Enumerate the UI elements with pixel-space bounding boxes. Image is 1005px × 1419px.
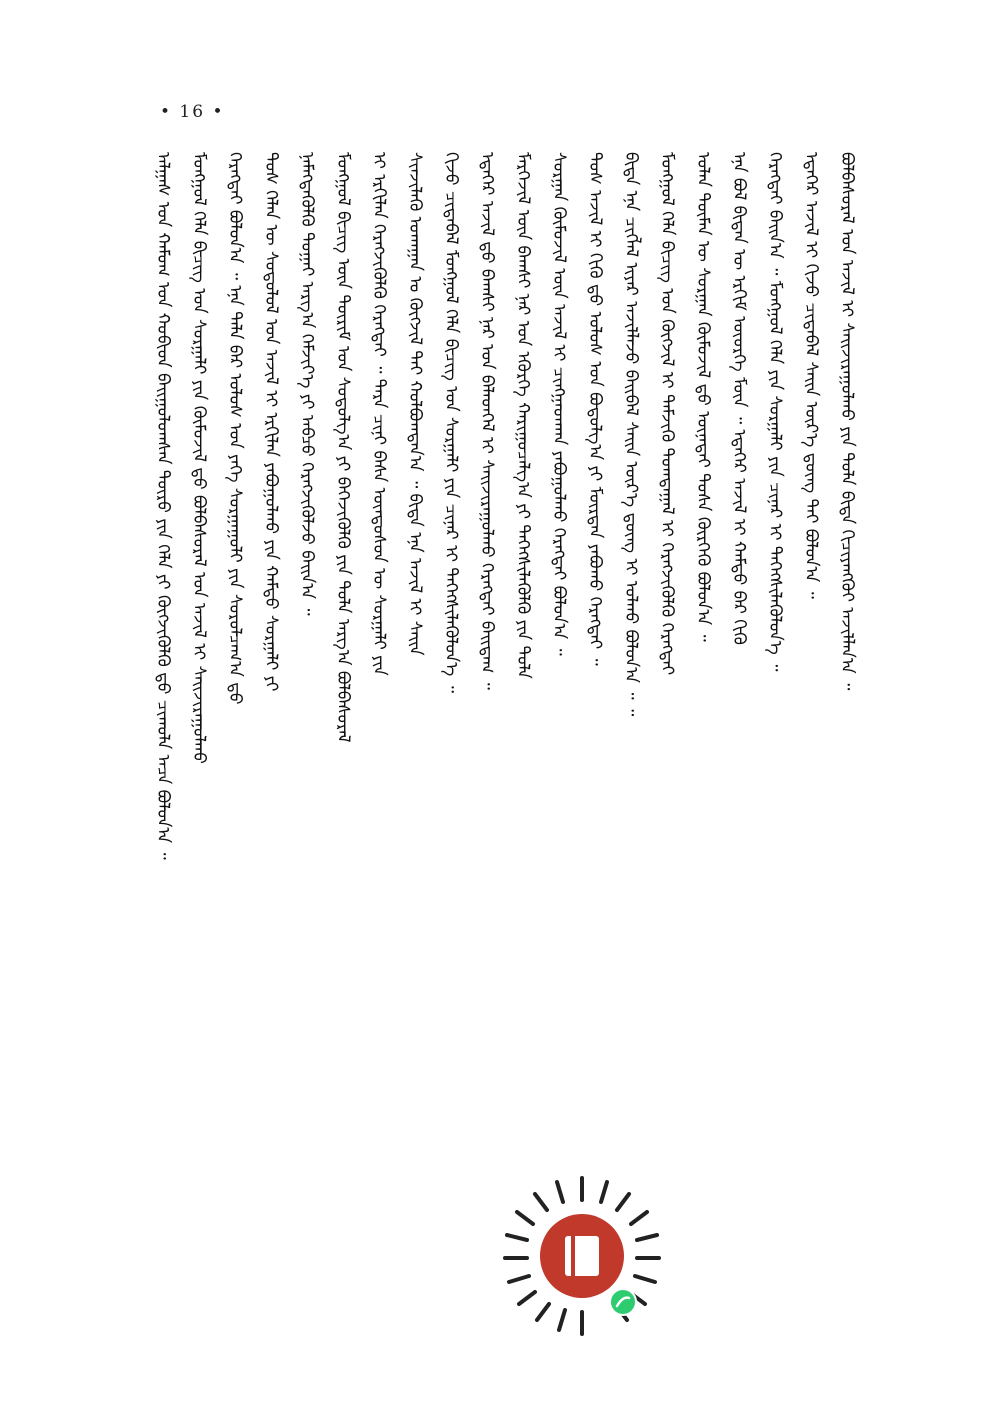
text-column: ᠰᠢᠨᠵᠢᠯᠡᠬᠦ ᠤᠬᠠᠭᠠᠨ ᠤ ᠬᠥᠭᠵᠢᠯ ᠲᠡᠢ ᠬᠣᠯᠪᠣᠭᠳᠠᠨ᠎ᠠ ᠃ ᠪᠢᠳᠡ ᠡᠨᠡ ᠠᠵᠢᠯ ᠢ ᠰᠠᠢᠨ	[405, 152, 425, 656]
text-column: ᠲᠤᠰ ᠬᠡᠯᠡᠨ ᠦ ᠰᠤᠳᠤᠯᠤᠯ ᠤᠨ ᠠᠵᠢᠯ ᠢ ᠡᠷᠬᠢᠯᠡᠨ ᠶᠠᠪᠤᠭᠤᠯᠬᠤ ᠶᠢᠨ ᠬᠠᠮᠲᠤ ᠰᠤᠷᠭᠠᠯᠢ ᠶᠢ	[261, 152, 281, 692]
text-column: ᠪᠣᠯᠪᠠᠰᠤᠷᠠᠯ ᠤᠨ ᠠᠵᠢᠯ ᠢ ᠰᠠᠢᠵᠢᠷᠠᠭᠤᠯᠬᠤ ᠶᠢᠨ ᠲᠤᠯᠠ ᠪᠢᠳᠡ ᠬᠢᠴᠢᠶᠡᠩᠭᠦᠢ ᠠᠵᠢᠯᠯᠠᠨ᠎ᠠ ᠃	[837, 152, 857, 691]
text-column: ᠮᠣᠩᠭᠣᠯ ᠬᠡᠯᠡ ᠪᠢᠴᠢᠭ ᠤᠨ ᠰᠤᠷᠭᠠᠯᠢ ᠶᠢᠨ ᠬᠥᠮᠦᠵᠢᠯ ᠳ᠋ᠦ ᠪᠣᠯᠪᠠᠰᠤᠷᠠᠯ ᠤᠨ ᠠᠵᠢᠯ ᠢ ᠰᠠᠢᠵᠢᠷᠠᠭᠤᠯᠬᠤ	[189, 152, 209, 764]
mini-program-link-icon	[610, 1289, 636, 1315]
text-column: ᠠᠯᠭᠠᠰ ᠤᠨ ᠬᠠᠮᠤᠭ ᠤᠨ ᠬᠤᠪᠢᠳ ᠪᠠᠢᠭᠤᠯᠤᠭᠰᠠᠨ ᠲᠦᠷᠦ ᠶᠢᠨ ᠬᠡᠯᠡ ᠶᠢ ᠬᠥᠭᠵᠢᠭᠦᠯᠬᠦ ᠳ᠋ᠦ ᠴᠢᠬᠤᠯᠠ ᠠᠴᠠ ᠪᠣᠯᠤᠨ᠎ᠠ ᠃	[153, 152, 173, 860]
vertical-mongolian-text-block	[150, 152, 870, 1332]
book-icon	[565, 1236, 599, 1276]
text-column: ᠮᠣᠩᠭᠣᠯ ᠪᠢᠴᠢᠭ ᠦᠨ ᠳᠦᠷᠢᠮ ᠤᠨ ᠰᠤᠳᠤᠯᠭ᠎ᠠ ᠶᠢ ᠪᠡᠬᠡᠵᠢᠭᠦᠯᠬᠦ ᠶᠢᠨ ᠲᠤᠯᠠ ᠠᠷᠭ᠎ᠠ ᠪᠣᠯᠪᠠᠰᠤᠷᠠᠯ	[333, 152, 353, 743]
page-number: • 16 •	[160, 102, 225, 122]
text-column: ᠬᠡᠷᠡᠭᠲᠡᠢ ᠪᠠᠢᠨ᠎ᠠ ᠃ ᠮᠣᠩᠭᠣᠯ ᠬᠡᠯᠡ ᠶᠢᠨ ᠰᠤᠷᠭᠠᠯᠢ ᠶᠢᠨ ᠴᠢᠨᠠᠷ ᠢ ᠳᠡᠭᠡᠭᠰᠢᠯᠡᠭᠦᠯᠦᠨ᠎ᠡ ᠃	[765, 152, 785, 672]
text-column: ᠬᠡᠷᠡᠭᠲᠡᠢ ᠪᠣᠯᠤᠨ᠎ᠠ ᠃ ᠡᠨᠡ ᠲᠠᠯᠠ ᠪᠠᠷ ᠤᠯᠤᠰ ᠤᠨ ᠶᠡᠬᠡ ᠰᠤᠷᠭᠠᠭᠤᠯᠢ ᠶᠢᠨ ᠰᠤᠷᠤᠯᠴᠠᠭ᠎ᠠ ᠳ᠋ᠤ	[225, 152, 245, 705]
text-column: ᠰᠤᠷᠭᠠᠨ ᠬᠦᠮᠦᠵᠢᠯ ᠦᠨ ᠠᠵᠢᠯ ᠢ ᠴᠢᠩᠭᠠᠳᠬᠠᠨ ᠶᠠᠪᠤᠭᠤᠯᠬᠤ ᠬᠡᠷᠡᠭᠲᠡᠢ ᠪᠣᠯᠤᠨ᠎ᠠ ᠃	[549, 152, 569, 656]
text-column: ᠣᠯᠠᠨ ᠲᠦᠮᠡᠨ ᠦ ᠰᠤᠷᠭᠠᠨ ᠬᠦᠮᠦᠵᠢᠯ ᠳ᠋ᠦ ᠦᠨᠡᠲᠡᠢ ᠲᠤᠰᠠ ᠬᠦᠷᠭᠡᠬᠦ ᠪᠣᠯᠤᠨ᠎ᠠ ᠃	[693, 152, 713, 642]
text-column: ᠢ ᠡᠷᠬᠢᠯᠡᠨ ᠬᠡᠷᠡᠭᠵᠢᠭᠦᠯᠬᠦ ᠬᠡᠷᠡᠭᠲᠡᠢ ᠃ ᠲᠡᠷᠡ ᠴᠢᠨᠢ ᠪᠠᠰᠠ ᠦᠨᠳᠦᠰᠦᠨ ᠦ ᠰᠤᠷᠭᠠᠯᠢ ᠶᠢᠨ	[369, 152, 389, 676]
text-column: ᠪᠢᠳᠡ ᠡᠨᠡ ᠴᠢᠭᠯᠡᠯ ᠢᠶᠡᠷ ᠠᠵᠢᠯᠯᠠᠵᠤ ᠪᠠᠢᠪᠠᠯ ᠰᠠᠢᠨ ᠦᠷ᠎ᠡ ᠳ᠋ᠦᠩ ᠢ ᠣᠯᠬᠤ ᠪᠣᠯᠤᠨ᠎ᠠ ᠃ ᠃	[621, 152, 641, 717]
mini-program-qr-code[interactable]	[497, 1170, 667, 1340]
text-column: ᠮᠣᠩᠭᠣᠯ ᠬᠡᠯᠡ ᠪᠢᠴᠢᠭ ᠤᠨ ᠬᠥᠭᠵᠢᠯ ᠢ ᠳᠡᠮᠵᠢᠬᠦ ᠲᠣᠭᠲᠠᠭᠠᠯ ᠢ ᠬᠡᠷᠡᠭᠵᠢᠭᠦᠯᠬᠦ ᠬᠡᠷᠡᠭᠲᠡᠢ	[657, 152, 677, 676]
text-column: ᠡᠳᠡᠭᠡᠷ ᠠᠵᠢᠯ ᠳ᠋ᠤ ᠪᠠᠭᠰᠢ ᠨᠠᠷ ᠤᠨ ᠪᠡᠯᠡᠳᠭᠡᠯ ᠢ ᠰᠠᠢᠵᠢᠷᠠᠭᠤᠯᠬᠤ ᠬᠡᠷᠡᠭᠲᠡᠢ ᠪᠠᠢᠳᠠᠭ ᠃	[477, 152, 497, 690]
text-column: ᠬᠢᠵᠦ ᠴᠢᠳᠠᠪᠠᠯ ᠮᠣᠩᠭᠣᠯ ᠬᠡᠯᠡ ᠪᠢᠴᠢᠭ ᠤᠨ ᠰᠤᠷᠭᠠᠯᠢ ᠶᠢᠨ ᠴᠢᠨᠠᠷ ᠢ ᠳᠡᠭᠡᠭᠰᠢᠯᠡᠭᠦᠯᠦᠨ᠎ᠡ ᠃	[441, 152, 461, 693]
text-column: ᠲᠤᠰ ᠠᠵᠢᠯ ᠢ ᠬᠢᠬᠦ ᠳ᠋ᠦ ᠤᠯᠤᠰ ᠤᠨ ᠪᠣᠳᠤᠯᠭ᠎ᠠ ᠶᠢ ᠮᠥᠷᠳᠡᠨ ᠶᠠᠪᠤᠬᠤ ᠬᠡᠷᠡᠭᠲᠡᠢ ᠃	[585, 152, 605, 666]
text-column: ᠡᠳᠡᠭᠡᠷ ᠠᠵᠢᠯ ᠢ ᠬᠢᠵᠦ ᠴᠢᠳᠠᠪᠠᠯ ᠰᠠᠢᠨ ᠦᠷ᠎ᠡ ᠳ᠋ᠦᠩ ᠲᠡᠢ ᠪᠣᠯᠤᠨ᠎ᠠ ᠃	[801, 152, 821, 599]
text-column: ᠮᠡᠷᠭᠡᠵᠢᠯ ᠦᠨ ᠪᠠᠭᠰᠢ ᠨᠠᠷ ᠤᠨ ᠡᠭᠦᠷᠭᠡ ᠬᠠᠷᠢᠭᠤᠴᠠᠯᠭ᠎ᠠ ᠶᠢ ᠳᠡᠭᠡᠭᠰᠢᠯᠡᠭᠦᠯᠬᠦ ᠶᠢᠨ ᠲᠤᠯᠠ	[513, 152, 533, 679]
text-column: ᠡᠨᠡ ᠪᠣᠯ ᠪᠢᠳᠡᠨ ᠦ ᠡᠷᠬᠢᠮ ᠦᠦᠷᠭᠡ ᠮᠥᠨ ᠃ ᠡᠳᠡᠭᠡᠷ ᠠᠵᠢᠯ ᠢ ᠬᠠᠮᠲᠤ ᠪᠡᠷ ᠬᠢᠬᠦ	[729, 152, 749, 645]
text-column: ᠨᠡᠮᠡᠭᠳᠡᠭᠦᠯᠬᠦ ᠲᠤᠭᠠᠢ ᠠᠷᠭ᠎ᠠ ᠬᠡᠮᠵᠢᠶ᠎ᠡ ᠶᠢ ᠠᠪᠴᠤ ᠬᠡᠷᠡᠭᠵᠢᠭᠦᠯᠵᠦ ᠪᠠᠢᠨ᠎ᠠ ᠃	[297, 152, 317, 616]
